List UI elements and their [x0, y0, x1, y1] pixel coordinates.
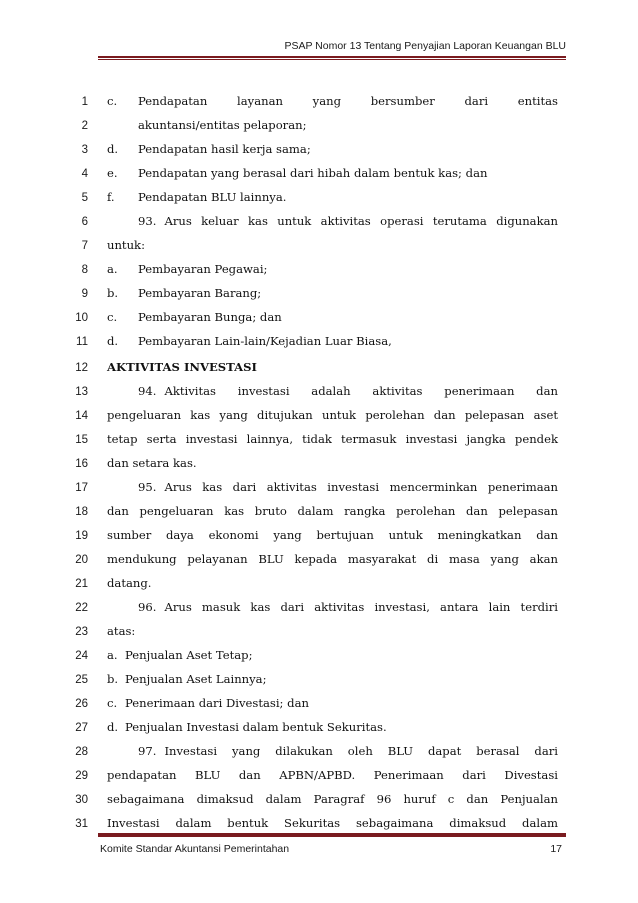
text-line: [0, 766, 638, 790]
line-number: 9: [81, 288, 88, 300]
line-number: 13: [75, 386, 88, 398]
line-number: 6: [81, 216, 88, 228]
line-text: datang.: [107, 576, 152, 590]
paragraph-number: 95.: [138, 480, 157, 494]
list-marker: f.: [107, 190, 115, 204]
line-text: Penjualan Investasi dalam bentuk Sekuritas.: [125, 720, 387, 734]
list-item: [107, 166, 558, 180]
line-number: 10: [75, 312, 88, 324]
text-line: [0, 790, 638, 814]
text-line: [0, 308, 638, 332]
list-marker: c.: [107, 310, 118, 324]
text-line: [0, 140, 638, 164]
line-number: 31: [75, 818, 88, 830]
line-text: sebagaimana dimaksud dalam Paragraf 96 huruf c dan Penjualan: [107, 792, 558, 806]
line-number: 7: [81, 240, 88, 252]
line-text: Arus masuk kas dari aktivitas investasi, antara lain terdiri: [164, 600, 558, 614]
line-text: Pendapatan layanan yang bersumber dari entitas: [138, 94, 558, 108]
list-marker: a.: [107, 262, 118, 276]
footer-organization: Komite Standar Akuntansi Pemerintahan: [100, 843, 290, 855]
line-number: 2: [81, 120, 88, 132]
paragraph-number: 97.: [138, 744, 157, 758]
paragraph-start: [138, 744, 558, 758]
text-line: [0, 188, 638, 212]
list-marker: b.: [107, 286, 119, 300]
header-rule: [98, 56, 566, 58]
running-header: PSAP Nomor 13 Tentang Penyajian Laporan Keuangan BLU: [284, 40, 566, 52]
line-number: 1: [81, 96, 88, 108]
paragraph-start: [138, 480, 558, 494]
list-item: [107, 190, 558, 204]
list-marker: d.: [107, 720, 119, 734]
text-line: [0, 332, 638, 356]
page-number: 17: [550, 843, 562, 855]
text-line: [0, 116, 638, 140]
line-text: atas:: [107, 624, 136, 638]
text-line: [0, 598, 638, 622]
paragraph-number: 94.: [138, 384, 157, 398]
line-text: pengeluaran kas yang ditujukan untuk perolehan dan pelepasan aset: [107, 408, 558, 422]
line-number: 25: [75, 674, 88, 686]
paragraph-number: 93.: [138, 214, 157, 228]
line-number: 19: [75, 530, 88, 542]
text-line: [0, 260, 638, 284]
line-text: pendapatan BLU dan APBN/APBD. Penerimaan dari Divestasi: [107, 768, 558, 782]
text-line: [0, 478, 638, 502]
line-text: Aktivitas investasi adalah aktivitas penerimaan dan: [164, 384, 558, 398]
list-item: [107, 672, 558, 686]
line-text: Pembayaran Bunga; dan: [138, 310, 282, 324]
line-number: 15: [75, 434, 88, 446]
line-number: 11: [76, 336, 88, 348]
list-marker: c.: [107, 696, 118, 710]
text-line: [0, 358, 638, 382]
line-number: 27: [75, 722, 88, 734]
line-text: Pembayaran Barang;: [138, 286, 262, 300]
line-text: Arus kas dari aktivitas investasi mencerminkan penerimaan: [164, 480, 558, 494]
line-number: 4: [81, 168, 88, 180]
text-line: [0, 526, 638, 550]
text-line: [0, 454, 638, 478]
line-text: akuntansi/entitas pelaporan;: [138, 118, 307, 132]
text-line: [0, 742, 638, 766]
line-number: 17: [75, 482, 88, 494]
paragraph-number: 96.: [138, 600, 157, 614]
line-text: Pembayaran Pegawai;: [138, 262, 268, 276]
line-text: Pendapatan hasil kerja sama;: [138, 142, 311, 156]
list-marker: b.: [107, 672, 119, 686]
line-number: 14: [75, 410, 88, 422]
list-marker: e.: [107, 166, 118, 180]
line-text: Pendapatan BLU lainnya.: [138, 190, 287, 204]
text-line: [0, 92, 638, 116]
list-item: [107, 94, 558, 108]
line-text: Pembayaran Lain-lain/Kejadian Luar Biasa,: [138, 334, 392, 348]
section-heading: AKTIVITAS INVESTASI: [107, 360, 257, 374]
line-number: 18: [75, 506, 88, 518]
line-text: Penjualan Aset Tetap;: [125, 648, 253, 662]
line-number: 5: [81, 192, 88, 204]
text-line: [0, 550, 638, 574]
line-number: 3: [81, 144, 88, 156]
text-line: [0, 646, 638, 670]
text-line: [0, 670, 638, 694]
paragraph-start: [138, 214, 558, 228]
line-text: Penerimaan dari Divestasi; dan: [125, 696, 309, 710]
list-marker: d.: [107, 142, 119, 156]
list-item: [107, 142, 558, 156]
list-marker: d.: [107, 334, 119, 348]
list-item: [107, 720, 558, 734]
list-marker: c.: [107, 94, 118, 108]
line-number: 22: [75, 602, 88, 614]
line-number: 28: [75, 746, 88, 758]
line-number: 30: [75, 794, 88, 806]
paragraph-start: [138, 384, 558, 398]
line-text: untuk:: [107, 238, 145, 252]
line-number: 21: [75, 578, 88, 590]
line-number: 23: [75, 626, 88, 638]
list-item: [107, 648, 558, 662]
text-line: [0, 212, 638, 236]
line-text: Penjualan Aset Lainnya;: [125, 672, 267, 686]
list-item: [107, 334, 558, 348]
text-line: [0, 718, 638, 742]
text-line: [0, 382, 638, 406]
text-line: [0, 502, 638, 526]
list-item: [107, 286, 558, 300]
text-line: [0, 622, 638, 646]
text-line: [0, 406, 638, 430]
line-text: Pendapatan yang berasal dari hibah dalam bentuk kas; dan: [138, 166, 488, 180]
line-text: Arus keluar kas untuk aktivitas operasi terutama digunakan: [164, 214, 558, 228]
line-number: 20: [75, 554, 88, 566]
line-text: Investasi dalam bentuk Sekuritas sebagaimana dimaksud dalam: [107, 816, 558, 830]
line-text: Investasi yang dilakukan oleh BLU dapat berasal dari: [164, 744, 558, 758]
line-text: sumber daya ekonomi yang bertujuan untuk meningkatkan dan: [107, 528, 558, 542]
line-text: tetap serta investasi lainnya, tidak termasuk investasi jangka pendek: [107, 432, 558, 446]
text-line: [0, 430, 638, 454]
footer-rule: [98, 833, 566, 837]
line-text: dan setara kas.: [107, 456, 197, 470]
line-number: 26: [75, 698, 88, 710]
line-text: mendukung pelayanan BLU kepada masyarakat di masa yang akan: [107, 552, 558, 566]
text-line: [0, 164, 638, 188]
line-text: dan pengeluaran kas bruto dalam rangka perolehan dan pelepasan: [107, 504, 558, 518]
text-line: [0, 284, 638, 308]
text-line: [0, 574, 638, 598]
line-number: 29: [75, 770, 88, 782]
line-number: 8: [81, 264, 88, 276]
paragraph-start: [138, 600, 558, 614]
header-rule-thin: [98, 59, 566, 60]
line-number: 24: [75, 650, 88, 662]
line-number: 12: [75, 362, 88, 374]
line-number: 16: [75, 458, 88, 470]
list-item: [107, 262, 558, 276]
text-line: [0, 236, 638, 260]
list-item: [107, 696, 558, 710]
list-marker: a.: [107, 648, 118, 662]
text-line: [0, 694, 638, 718]
list-item: [107, 310, 558, 324]
